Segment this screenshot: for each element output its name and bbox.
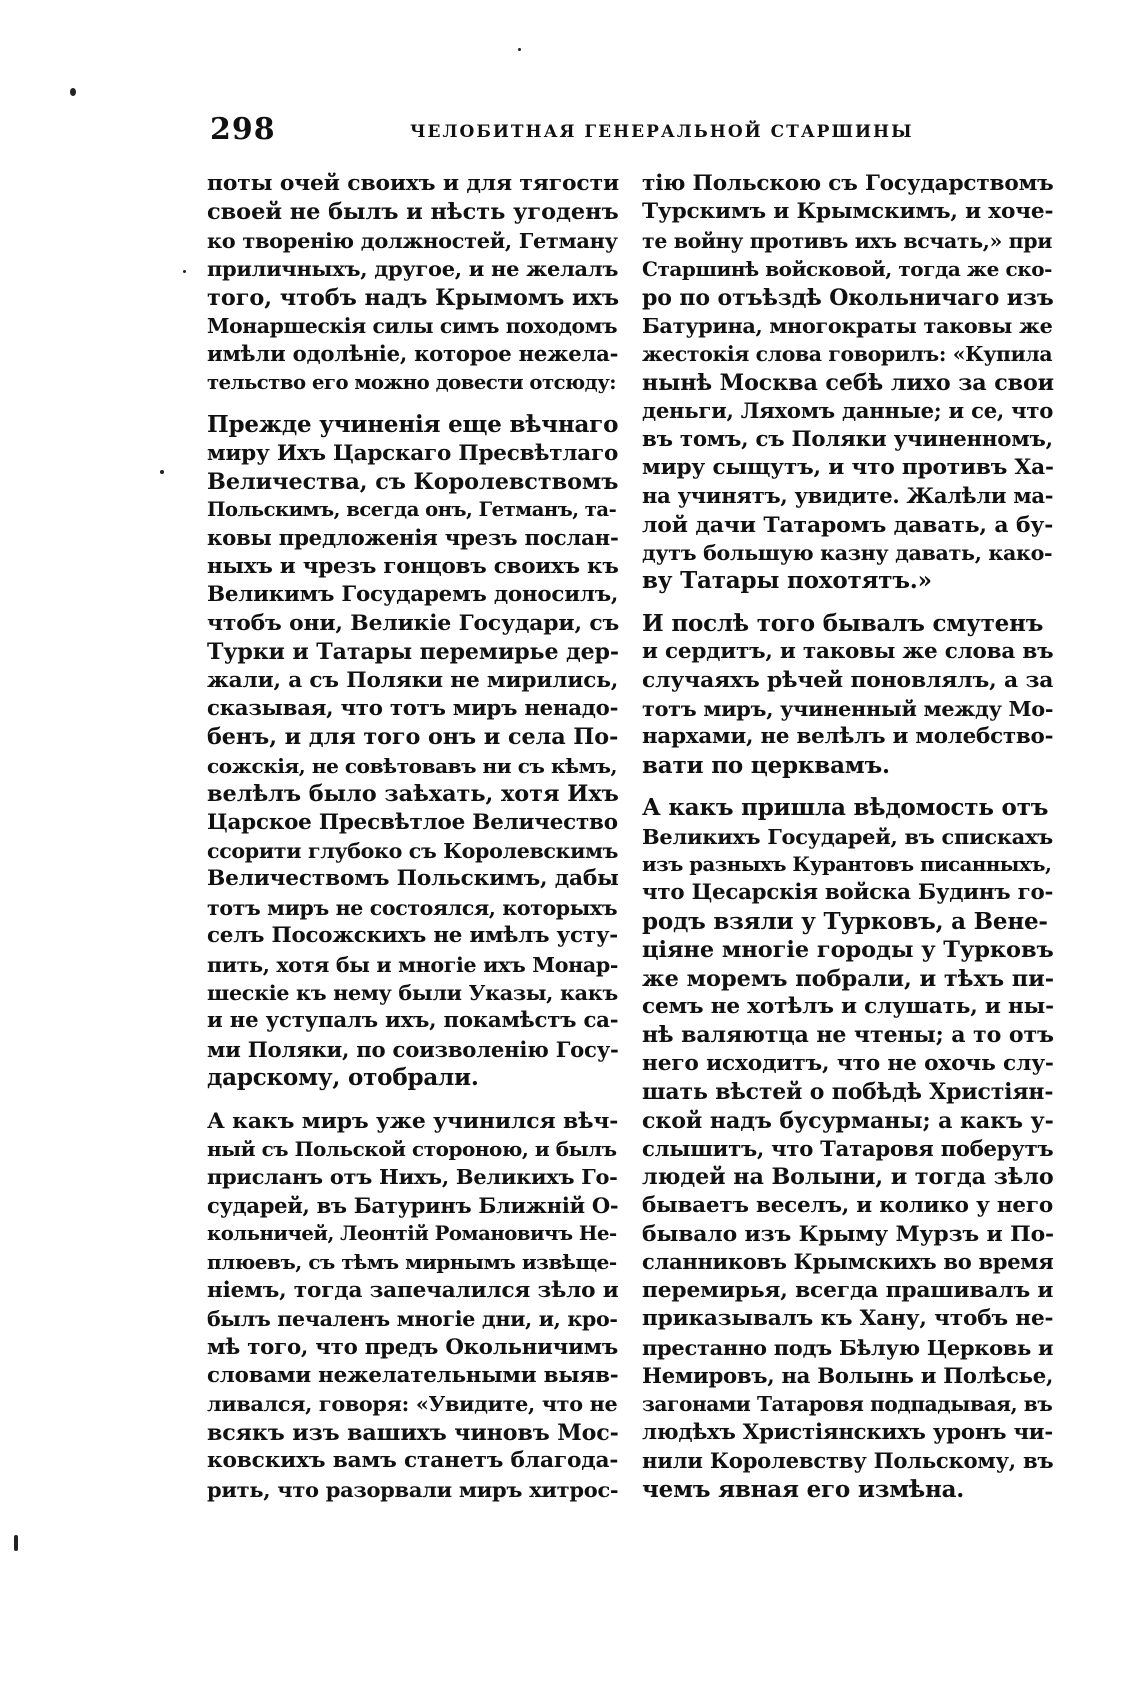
text-line: ву Татары похотятъ.» — [642, 567, 932, 595]
text-line: семъ не хотѣлъ и слушать, и ны- — [642, 993, 1054, 1019]
text-line: всякъ изъ вашихъ чиновъ Мос- — [207, 1419, 619, 1446]
text-line: Турки и Татары перемирье дер- — [207, 639, 619, 666]
text-line: ливался, говоря: «Увидите, что не — [207, 1392, 618, 1417]
text-line: велѣлъ было заѣхать, хотя Ихъ — [207, 781, 619, 808]
text-line: рить, что разорвали миръ хитрос- — [207, 1476, 619, 1502]
text-line: людѣхъ Христіянскихъ уронъ чи- — [642, 1419, 1053, 1445]
text-line: сожскія, не совѣтовавъ ни съ кѣмъ, — [207, 753, 618, 778]
text-line: Величествомъ Польскимъ, дабы — [207, 866, 619, 892]
text-line: и сердитъ, и таковы же слова въ — [642, 639, 1054, 665]
text-line: приказывалъ къ Хану, чтобъ не- — [642, 1306, 1054, 1332]
text-line: же моремъ побрали, и тѣхъ пи- — [642, 965, 1054, 992]
text-line: ро по отъѣздѣ Окольничаго изъ — [642, 284, 1054, 311]
text-line: лой дачи Татаромъ давать, а бу- — [642, 511, 1054, 538]
text-line: ковскихъ вамъ станетъ благода- — [207, 1448, 619, 1474]
text-line: ціяне многіе городы у Турковъ — [642, 937, 1054, 964]
text-line: перемирья, всегда прашивалъ и — [642, 1277, 1054, 1303]
paragraph — [642, 170, 1054, 596]
text-line: ніемъ, тогда запечалился зѣло и — [207, 1277, 619, 1303]
text-line: ныхъ и чрезъ гонцовъ своихъ къ — [207, 554, 619, 580]
paragraph — [207, 1107, 619, 1504]
text-line: ской надъ бусурманы; а какъ у- — [642, 1107, 1054, 1134]
text-line: въ томъ, съ Поляки учиненномъ, — [642, 426, 1053, 452]
scan-speck — [183, 270, 186, 273]
text-line: сланниковъ Крымскихъ во время — [642, 1249, 1054, 1275]
text-line: присланъ отъ Нихъ, Великихъ Го- — [207, 1164, 618, 1190]
scan-speck — [518, 48, 521, 51]
text-line: Турскимъ и Крымскимъ, и хоче- — [642, 199, 1054, 225]
text-line: ссорити глубоко съ Королевскимъ — [207, 838, 619, 863]
text-line: него исходитъ, что не охочь слу- — [642, 1050, 1054, 1076]
scan-speck — [14, 1535, 18, 1551]
text-line: ми Поляки, по соизволенію Госу- — [207, 1036, 619, 1062]
paragraph — [642, 610, 1054, 780]
text-line: того, чтобъ надъ Крымомъ ихъ — [207, 284, 619, 311]
text-line: дарскому, отобрали. — [207, 1064, 479, 1092]
text-line: Прежде учиненія еще вѣчнаго — [207, 411, 619, 439]
text-line: слышитъ, что Татаровя поберутъ — [642, 1135, 1054, 1161]
text-line: Старшинѣ войсковой, тогда же ско- — [642, 257, 1052, 282]
text-line: Монаршескія силы симъ походомъ — [207, 313, 618, 338]
text-line: чемъ явная его измѣна. — [642, 1475, 965, 1503]
text-line: тотъ миръ не состоялся, которыхъ — [207, 895, 618, 920]
running-title: ЧЕЛОБИТНАЯ ГЕНЕРАЛЬНОЙ СТАРШИНЫ — [410, 122, 914, 142]
text-line: былъ печаленъ многіе дни, и, кро- — [207, 1307, 618, 1332]
text-line: ко творенію должностей, Гетману — [207, 227, 618, 253]
text-line: миру Ихъ Царскаго Пресвѣтлаго — [207, 440, 619, 466]
text-line: словами нежелательными выяв- — [207, 1363, 619, 1389]
text-line: изъ разныхъ Курантовъ писанныхъ, — [642, 852, 1052, 876]
text-line: сударей, въ Батуринъ Ближній О- — [207, 1192, 619, 1218]
text-line: родъ взяли у Турковъ, а Вене- — [642, 907, 1048, 935]
text-line: имѣли одолѣніе, которое нежела- — [207, 341, 619, 367]
text-line: тотъ миръ, учиненный между Мо- — [642, 696, 1054, 722]
text-line: бываетъ веселъ, и колико у него — [642, 1192, 1053, 1218]
text-line: бенъ, и для того онъ и села По- — [207, 724, 619, 751]
text-line: жестокія слова говорилъ: «Купила — [642, 342, 1053, 367]
text-line: тію Польскою съ Государствомъ — [642, 171, 1054, 196]
text-line: тельство его можно довести отсюду: — [207, 370, 617, 394]
text-line: Немировъ, на Волынь и Полѣсье, — [642, 1363, 1054, 1389]
paragraph — [207, 170, 619, 397]
paragraph — [642, 794, 1054, 1504]
page-number: 298 — [210, 112, 276, 147]
text-line: дутъ большую казну давать, како- — [642, 541, 1053, 566]
text-line: Царское Пресвѣтлое Величество — [207, 809, 618, 835]
scan-speck — [160, 470, 164, 474]
text-line: бывало изъ Крыму Мурзъ и По- — [642, 1221, 1054, 1248]
text-line: Батурина, многократы таковы же — [642, 312, 1053, 338]
text-line: А какъ пришла вѣдомость отъ — [642, 794, 1049, 822]
text-line: пить, хотя бы и многіе ихъ Монар- — [207, 952, 619, 977]
text-line: загонами Татаровя подпадывая, въ — [642, 1392, 1053, 1417]
text-line: селъ Посожскихъ не имѣлъ усту- — [207, 923, 618, 949]
text-line: престанно подъ Бѣлую Церковь и — [642, 1334, 1054, 1360]
text-line: те войну противъ ихъ всчать,» при — [642, 228, 1053, 253]
text-line: мѣ того, что предъ Окольничимъ — [207, 1334, 618, 1360]
text-line: нынѣ Москва себѣ лихо за свои — [642, 369, 1054, 396]
text-line: Великимъ Государемъ доносилъ, — [207, 582, 619, 608]
text-line: случаяхъ рѣчей поновлялъ, а за — [642, 667, 1054, 693]
left-text-column — [207, 170, 619, 1518]
right-text-column — [642, 170, 1054, 1518]
text-line: А какъ миръ уже учинился вѣч- — [207, 1107, 619, 1134]
text-line: плюевъ, съ тѣмъ мирнымъ извѣще- — [207, 1250, 617, 1275]
text-line: Величества, съ Королевствомъ — [207, 468, 619, 495]
text-line: нархами, не велѣлъ и молебство- — [642, 724, 1054, 750]
text-line: жали, а съ Поляки не мирились, — [207, 667, 619, 693]
text-line: вати по церквамъ. — [642, 751, 890, 779]
paragraph — [207, 411, 619, 1092]
text-line: и не уступалъ ихъ, покамѣстъ са- — [207, 1008, 619, 1034]
scan-speck — [70, 88, 76, 96]
text-line: шескіе къ нему были Указы, какъ — [207, 980, 618, 1005]
text-line: нили Королевству Польскому, въ — [642, 1448, 1054, 1474]
text-line: на учинятъ, увидите. Жалѣли ма- — [642, 483, 1054, 509]
text-line: шать вѣстей о побѣдѣ Христіян- — [642, 1079, 1054, 1106]
text-line: чтобъ они, Великіе Государи, съ — [207, 610, 619, 636]
text-line: приличныхъ, другое, и не желалъ — [207, 256, 619, 282]
page-header — [210, 112, 914, 156]
text-line: нѣ валяютца не чтены; а то отъ — [642, 1022, 1054, 1049]
text-line: Великихъ Государей, въ спискахъ — [642, 823, 1053, 849]
text-line: Польскимъ, всегда онъ, Гетманъ, та- — [207, 498, 617, 522]
text-line: ный съ Польской стороною, и былъ — [207, 1136, 617, 1161]
text-line: кольничей, Леонтій Романовичъ Не- — [207, 1222, 617, 1246]
text-line: ковы предложенія чрезъ послан- — [207, 525, 619, 551]
text-line: своей не былъ и нѣсть угоденъ — [207, 199, 619, 226]
text-line: И послѣ того бывалъ смутенъ — [642, 609, 1044, 637]
text-line: людей на Волыни, и тогда зѣло — [642, 1164, 1054, 1191]
text-line: сказывая, что тотъ миръ ненадо- — [207, 696, 619, 722]
text-line: что Цесарскія войска Будинъ го- — [642, 880, 1054, 906]
text-line: деньги, Ляхомъ данные; и се, что — [642, 398, 1054, 424]
text-line: поты очей своихъ и для тягости — [207, 171, 619, 196]
text-line: миру сыщутъ, и что противъ Ха- — [642, 454, 1054, 480]
